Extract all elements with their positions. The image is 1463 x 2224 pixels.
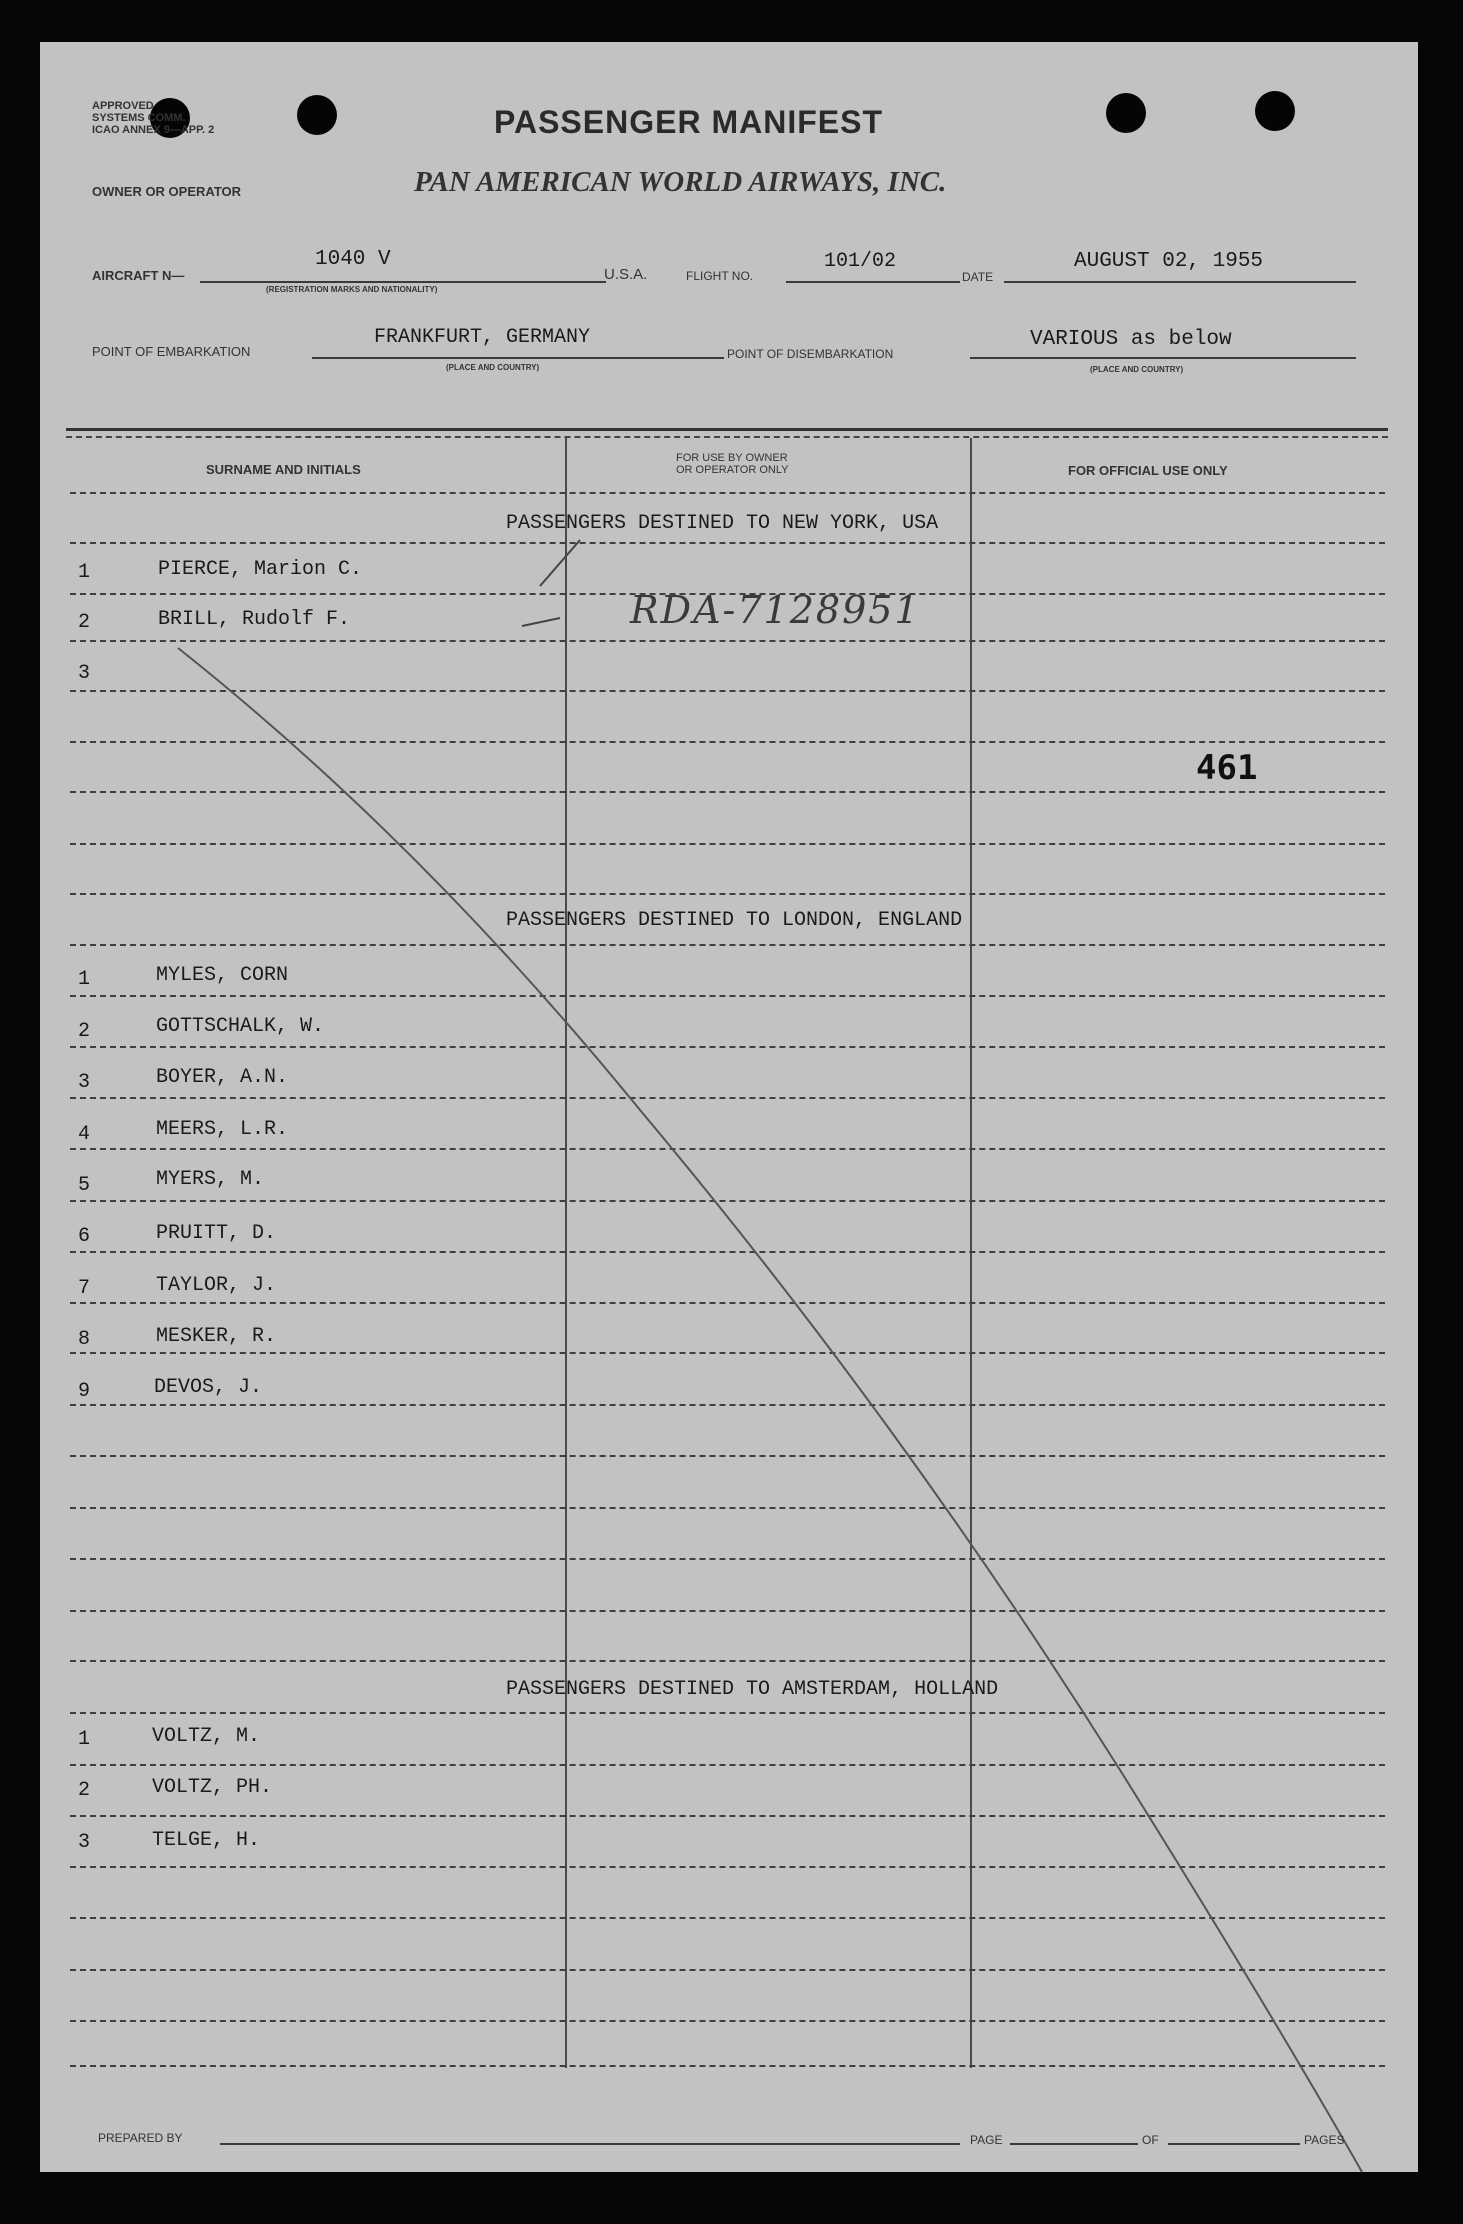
row-number: 1: [78, 968, 91, 991]
passenger-name: TELGE, H.: [152, 1829, 261, 1852]
disembarkation-value: VARIOUS as below: [1030, 328, 1232, 351]
approval-line-1: APPROVED: [92, 100, 154, 112]
prepared-by-label: PREPARED BY: [98, 2131, 183, 2145]
section-heading-amsterdam: PASSENGERS DESTINED TO AMSTERDAM, HOLLAND: [506, 1678, 999, 1701]
owner-label: OWNER OR OPERATOR: [92, 184, 242, 199]
passenger-name: TAYLOR, J.: [156, 1274, 277, 1297]
disembarkation-caption: (PLACE AND COUNTRY): [1090, 365, 1184, 374]
embarkation-caption: (PLACE AND COUNTRY): [446, 363, 540, 372]
passenger-name: VOLTZ, PH.: [152, 1776, 273, 1799]
row-number: 3: [78, 1071, 91, 1094]
passenger-name: PRUITT, D.: [156, 1222, 277, 1245]
passenger-name: MEERS, L.R.: [156, 1118, 289, 1141]
row-number: 4: [78, 1123, 91, 1146]
column-header-surname: SURNAME AND INITIALS: [206, 462, 361, 477]
section-heading-new-york: PASSENGERS DESTINED TO NEW YORK, USA: [506, 512, 939, 535]
row-number: 1: [78, 1728, 91, 1751]
handwritten-reference: RDA-7128951: [630, 588, 921, 632]
page-title: PASSENGER MANIFEST: [494, 104, 883, 140]
aircraft-label: AIRCRAFT N—: [92, 268, 185, 283]
owner-value: PAN AMERICAN WORLD AIRWAYS, INC.: [414, 166, 947, 198]
section-heading-london: PASSENGERS DESTINED TO LONDON, ENGLAND: [506, 909, 963, 932]
row-number: 2: [78, 611, 91, 634]
passenger-name: DEVOS, J.: [154, 1376, 263, 1399]
row-number: 7: [78, 1277, 91, 1300]
row-number: 8: [78, 1328, 91, 1351]
column-header-official: FOR OFFICIAL USE ONLY: [1068, 463, 1228, 478]
passenger-name: MYERS, M.: [156, 1168, 265, 1191]
flight-value: 101/02: [824, 250, 897, 273]
row-number: 1: [78, 561, 91, 584]
registration-caption: (REGISTRATION MARKS AND NATIONALITY): [266, 285, 438, 294]
passenger-name: PIERCE, Marion C.: [158, 558, 363, 581]
row-number: 5: [78, 1174, 91, 1197]
row-number: 6: [78, 1225, 91, 1248]
passenger-name: BRILL, Rudolf F.: [158, 608, 351, 631]
embarkation-value: FRANKFURT, GERMANY: [374, 326, 591, 349]
column-header-owner-use-1: FOR USE BY OWNER: [676, 452, 788, 464]
passenger-name: MESKER, R.: [156, 1325, 277, 1348]
date-label: DATE: [962, 270, 994, 284]
of-label: OF: [1142, 2133, 1159, 2147]
passenger-name: GOTTSCHALK, W.: [156, 1015, 325, 1038]
row-number: 3: [78, 662, 91, 685]
stamp-number: 461: [1196, 748, 1258, 788]
flight-label: FLIGHT NO.: [686, 269, 754, 283]
country-label: U.S.A.: [604, 266, 648, 283]
disembarkation-label: POINT OF DISEMBARKATION: [727, 347, 894, 361]
passenger-name: VOLTZ, M.: [152, 1725, 261, 1748]
date-value: AUGUST 02, 1955: [1074, 250, 1264, 273]
passenger-name: MYLES, CORN: [156, 964, 289, 987]
row-number: 2: [78, 1020, 91, 1043]
row-number: 9: [78, 1380, 91, 1403]
embarkation-label: POINT OF EMBARKATION: [92, 344, 251, 359]
passenger-name: BOYER, A.N.: [156, 1066, 289, 1089]
aircraft-value: 1040 V: [315, 248, 391, 271]
row-number: 3: [78, 1831, 91, 1854]
pages-label: PAGES: [1304, 2133, 1345, 2147]
page-label: PAGE: [970, 2133, 1003, 2147]
approval-line-3: ICAO ANNEX 9—APP. 2: [92, 124, 215, 136]
column-header-owner-use-2: OR OPERATOR ONLY: [676, 464, 789, 476]
approval-line-2: SYSTEMS COMM.: [92, 112, 186, 124]
row-number: 2: [78, 1779, 91, 1802]
